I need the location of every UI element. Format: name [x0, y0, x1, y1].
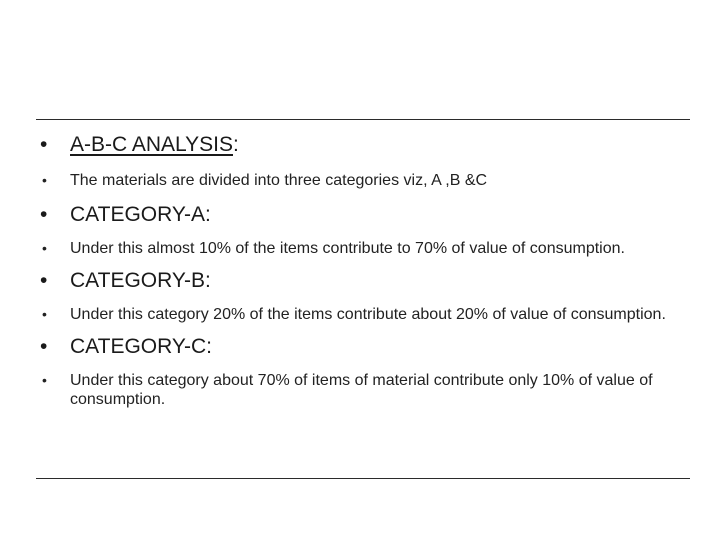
heading-category-c-text: CATEGORY-C: [70, 335, 212, 358]
bullet-dot: • [42, 372, 47, 388]
bullet-body-intro [36, 171, 690, 190]
top-divider [36, 119, 690, 120]
body-category-c-text: Under this category about 70% of items of material contribute only 10% of value of consumption. [70, 372, 653, 408]
bullet-heading-category-c [36, 335, 690, 359]
body-category-a-text: Under this almost 10% of the items contribute to 70% of value of consumption. [70, 240, 625, 257]
bullet-dot: • [42, 306, 47, 322]
heading-category-a-text: CATEGORY-A: [70, 203, 211, 226]
body-intro-text: The materials are divided into three categories viz, A ,B &C [70, 172, 488, 189]
bullet-dot: • [40, 269, 48, 292]
bullet-body-category-a [36, 239, 690, 258]
heading-abc-analysis-colon: : [233, 133, 239, 156]
bottom-divider [36, 478, 670, 479]
bullet-heading-category-a [36, 203, 690, 227]
body-category-b-text: Under this category 20% of the items contribute about 20% of value of consumption. [70, 306, 666, 323]
bullet-dot: • [42, 240, 47, 256]
bullet-dot: • [42, 172, 47, 188]
heading-abc-analysis-title: A-B-C ANALYSIS [70, 133, 233, 156]
bullet-body-category-b [36, 305, 690, 324]
bullet-body-category-c [36, 371, 690, 409]
heading-category-b-text: CATEGORY-B: [70, 269, 211, 292]
bullet-heading-abc-analysis [36, 133, 690, 157]
bullet-dot: • [40, 203, 48, 226]
bullet-dot: • [40, 133, 48, 156]
bullet-heading-category-b [36, 269, 690, 293]
bullet-dot: • [40, 335, 48, 358]
slide-content [36, 128, 690, 409]
bottom-divider-tick [670, 478, 690, 479]
